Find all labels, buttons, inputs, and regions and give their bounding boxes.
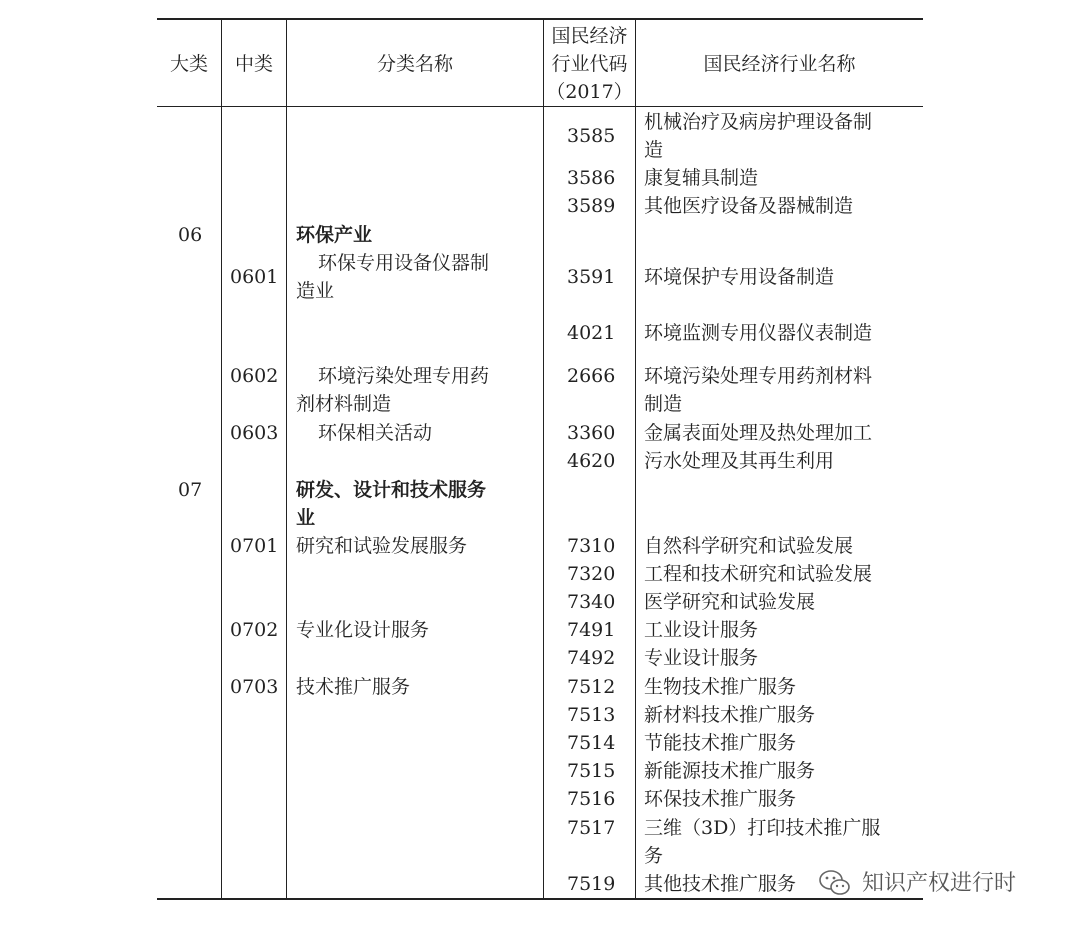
industry-7516: 环保技术推广服务 (644, 788, 797, 810)
code-3586: 3586 (567, 167, 616, 189)
industry-3360: 金属表面处理及热处理加工 (644, 422, 873, 444)
industry-7517-line1: 三维（3D）打印技术推广服 (644, 817, 881, 839)
category-name-07-line1: 研发、设计和技术服务 (296, 479, 487, 501)
industry-7310: 自然科学研究和试验发展 (644, 535, 854, 557)
category-name-0702: 专业化设计服务 (296, 619, 430, 641)
bottom-rule (157, 898, 923, 900)
code-7516: 7516 (567, 788, 616, 810)
code-7492: 7492 (567, 647, 616, 669)
industry-3585-line1: 机械治疗及病房护理设备制 (644, 111, 873, 133)
header-code-line2: 行业代码 (551, 53, 628, 75)
industry-7514: 节能技术推广服务 (644, 732, 797, 754)
code-7517: 7517 (567, 817, 616, 839)
industry-7519: 其他技术推广服务 (644, 873, 797, 895)
header-code-line3: （2017） (546, 81, 633, 103)
code-7519: 7519 (567, 873, 616, 895)
mid-code-0702: 0702 (230, 619, 279, 641)
mid-code-0701: 0701 (230, 535, 279, 557)
industry-3586: 康复辅具制造 (644, 167, 759, 189)
category-name-0601-line1: 环保专用设备仪器制 (318, 252, 490, 274)
industry-3585-line2: 造 (644, 139, 664, 161)
industry-7340: 医学研究和试验发展 (644, 591, 816, 613)
top-rule (157, 18, 923, 20)
mid-code-0603: 0603 (230, 422, 279, 444)
mid-code-0602: 0602 (230, 365, 279, 387)
category-name-06: 环保产业 (296, 224, 373, 246)
watermark (818, 866, 1050, 902)
code-7340: 7340 (567, 591, 616, 613)
mid-code-0601: 0601 (230, 266, 279, 288)
code-7514: 7514 (567, 732, 616, 754)
watermark-text: 知识产权进行时 (862, 871, 1017, 896)
industry-7517-line2: 务 (644, 845, 664, 867)
industry-2666-line2: 制造 (644, 393, 683, 415)
industry-4620: 污水处理及其再生利用 (644, 450, 835, 472)
header-code-line1: 国民经济 (551, 25, 628, 47)
industry-2666-line1: 环境污染处理专用药剂材料 (644, 365, 873, 387)
code-2666: 2666 (567, 365, 616, 387)
col-divider-3 (543, 18, 544, 900)
category-name-0602-line2: 剂材料制造 (296, 393, 392, 415)
header-category-name: 分类名称 (376, 53, 453, 75)
col-divider-4 (635, 18, 636, 900)
industry-3591: 环境保护专用设备制造 (644, 266, 835, 288)
col-divider-1 (221, 18, 222, 900)
category-name-0603: 环保相关活动 (318, 422, 433, 444)
header-rule (157, 106, 923, 107)
industry-7491: 工业设计服务 (644, 619, 759, 641)
category-name-0701: 研究和试验发展服务 (296, 535, 468, 557)
code-7513: 7513 (567, 704, 616, 726)
industry-4021: 环境监测专用仪器仪表制造 (644, 322, 873, 344)
code-3585: 3585 (567, 125, 616, 147)
code-4021: 4021 (567, 322, 616, 344)
industry-7512: 生物技术推广服务 (644, 676, 797, 698)
header-major: 大类 (169, 53, 208, 75)
code-4620: 4620 (567, 450, 616, 472)
wechat-icon (818, 868, 852, 898)
code-7491: 7491 (567, 619, 616, 641)
category-name-0602-line1: 环境污染处理专用药 (318, 365, 490, 387)
category-name-07-line2: 业 (296, 507, 316, 529)
col-divider-2 (286, 18, 287, 900)
industry-3589: 其他医疗设备及器械制造 (644, 195, 854, 217)
industry-7513: 新材料技术推广服务 (644, 704, 816, 726)
code-3591: 3591 (567, 266, 616, 288)
code-7320: 7320 (567, 563, 616, 585)
header-industry-name: 国民经济行业名称 (703, 53, 856, 75)
header-mid: 中类 (234, 53, 273, 75)
code-7512: 7512 (567, 676, 616, 698)
industry-7492: 专业设计服务 (644, 647, 759, 669)
category-name-0703: 技术推广服务 (296, 676, 411, 698)
mid-code-0703: 0703 (230, 676, 279, 698)
code-3360: 3360 (567, 422, 616, 444)
industry-7320: 工程和技术研究和试验发展 (644, 563, 873, 585)
code-3589: 3589 (567, 195, 616, 217)
code-7310: 7310 (567, 535, 616, 557)
industry-7515: 新能源技术推广服务 (644, 760, 816, 782)
major-code-06: 06 (178, 224, 203, 246)
category-name-0601-line2: 造业 (296, 280, 335, 302)
code-7515: 7515 (567, 760, 616, 782)
major-code-07: 07 (178, 479, 203, 501)
